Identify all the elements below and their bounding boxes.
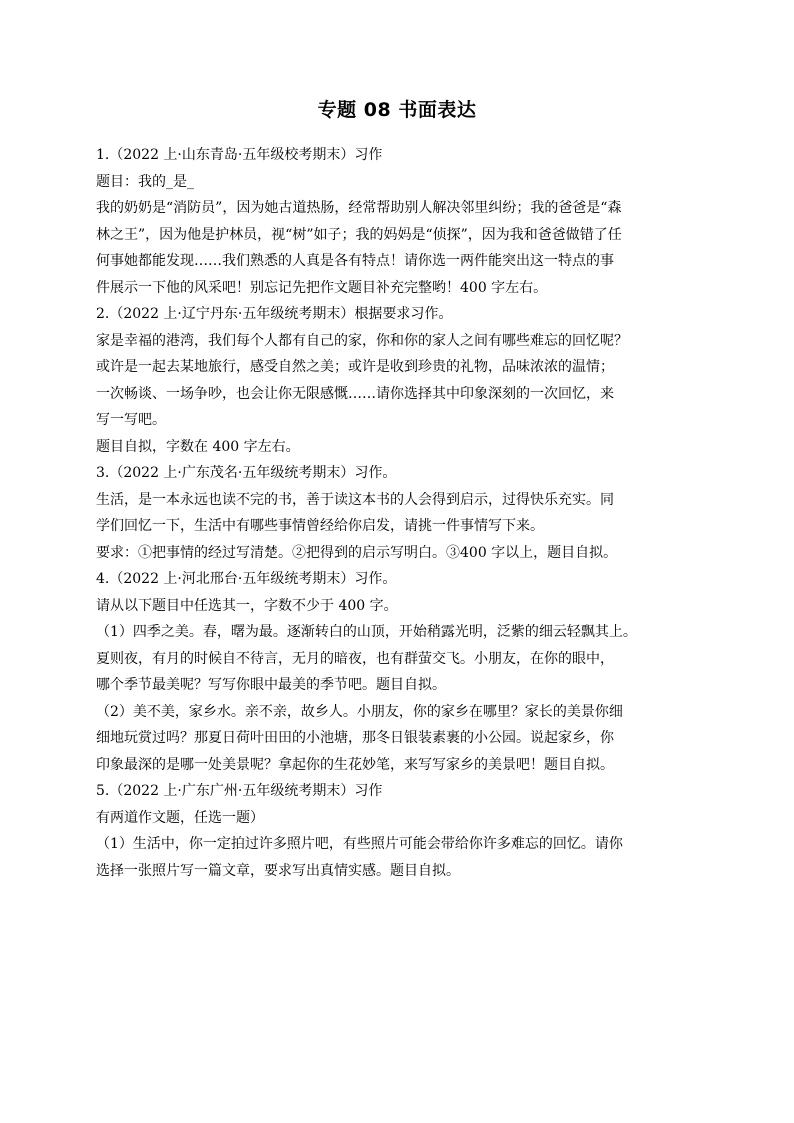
text-line: （1）四季之美。春，曙为最。逐渐转白的山顶，开始稍露光明，泛紫的细云轻飘其上。 bbox=[96, 624, 637, 640]
text-line: 夏则夜，有月的时候自不待言，无月的暗夜，也有群萤交飞。小朋友，在你的眼中， bbox=[96, 650, 614, 667]
text-line: 生活，是一本永远也读不完的书，善于读这本书的人会得到启示，过得快乐充实。同 bbox=[96, 491, 614, 508]
text-line: 件展示一下他的风采吧！别忘记先把作文题目补充完整哟！400 字左右。 bbox=[96, 279, 548, 296]
text-line: 细地玩赏过吗？那夏日荷叶田田的小池塘，那冬日银装素裹的小公园。说起家乡，你 bbox=[96, 730, 614, 746]
text-line: 我的奶奶是“消防员”，因为她古道热肠，经常帮助别人解决邻里纠纷；我的爸爸是“森 bbox=[96, 200, 622, 216]
text-line: （1）生活中，你一定拍过许多照片吧，有些照片可能会带给你许多难忘的回忆。请你 bbox=[96, 836, 623, 852]
text-line: 何事她都能发现……我们熟悉的人真是各有特点！请你选一两件能突出这一特点的事 bbox=[96, 253, 614, 269]
text-line: 学们回忆一下，生活中有哪些事情曾经给你启发，请挑一件事情写下来。 bbox=[96, 518, 544, 534]
document-body bbox=[96, 142, 702, 884]
text-line: 3.（2022 上·广东茂名·五年级统考期末）习作。 bbox=[96, 465, 397, 481]
text-line: 或许是一起去某地旅行，感受自然之美；或许是收到珍贵的礼物，品味浓浓的温情； bbox=[96, 359, 614, 375]
text-line: 题目自拟，字数在 400 字左右。 bbox=[96, 438, 300, 455]
text-line: 选择一张照片写一篇文章，要求写出真情实感。题目自拟。 bbox=[96, 862, 460, 879]
text-line: 要求：①把事情的经过写清楚。②把得到的启示写明白。③400 字以上，题目自拟。 bbox=[96, 544, 618, 561]
text-line: 哪个季节最美呢？写写你眼中最美的季节吧。题目自拟。 bbox=[96, 677, 446, 693]
text-line: 1.（2022 上·山东青岛·五年级校考期末）习作 bbox=[96, 147, 383, 163]
text-line: 2.（2022 上·辽宁丹东·五年级统考期末）根据要求习作。 bbox=[96, 306, 453, 322]
text-line: 一次畅谈、一场争吵，也会让你无限感慨……请你选择其中印象深刻的一次回忆，来 bbox=[96, 385, 614, 402]
text-line: 印象最深的是哪一处美景呢？拿起你的生花妙笔，来写写家乡的美景吧！题目自拟。 bbox=[96, 756, 614, 773]
text-line: 写一写吧。 bbox=[96, 412, 166, 428]
text-line: 4.（2022 上·河北邢台·五年级统考期末）习作。 bbox=[96, 571, 397, 587]
text-line: 5.（2022 上·广东广州·五年级统考期末）习作 bbox=[96, 783, 383, 799]
document-title: 专题 08 书面表达 bbox=[317, 99, 477, 121]
text-line: （2）美不美，家乡水。亲不亲，故乡人。小朋友，你的家乡在哪里？家长的美景你细 bbox=[96, 703, 623, 720]
text-line: 林之王”，因为他是护林员，视“树”如子；我的妈妈是“侦探”，因为我和爸爸做错了任 bbox=[96, 226, 622, 243]
text-line: 题目：我的_是_ bbox=[96, 173, 194, 190]
text-line: 请从以下题目中任选其一，字数不少于 400 字。 bbox=[96, 597, 398, 614]
text-line: 家是幸福的港湾，我们每个人都有自己的家，你和你的家人之间有哪些难忘的回忆呢？ bbox=[96, 332, 628, 349]
text-line: 有两道作文题，任选一题） bbox=[96, 809, 264, 826]
